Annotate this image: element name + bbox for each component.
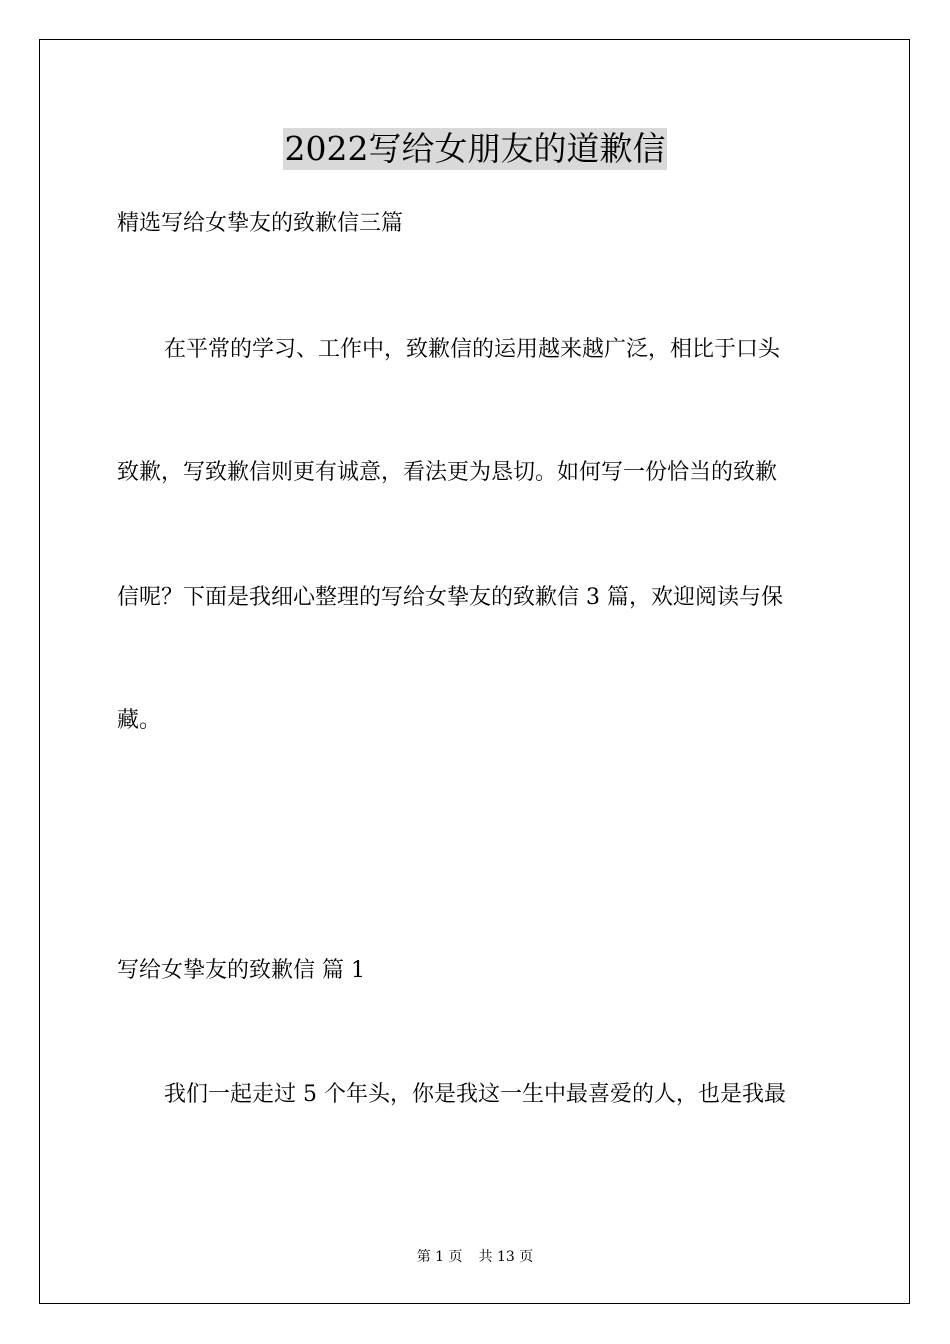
page-number-total: 共 13 页 — [478, 1249, 534, 1265]
page-footer — [0, 1248, 950, 1266]
document-subtitle: 精选写给女挚友的致歉信三篇 — [117, 211, 404, 236]
intro-line-1: 在平常的学习、工作中，致歉信的运用越来越广泛，相比于口头 — [164, 337, 781, 362]
section-heading: 写给女挚友的致歉信 篇 1 — [117, 958, 365, 983]
intro-line-2: 致歉，写致歉信则更有诚意，看法更为恳切。如何写一份恰当的致歉 — [117, 460, 778, 485]
title-container — [0, 128, 950, 170]
section-line-1: 我们一起走过 5 个年头，你是我这一生中最喜爱的人，也是我最 — [164, 1082, 786, 1107]
intro-line-4: 藏。 — [117, 708, 162, 733]
intro-line-3: 信呢？下面是我细心整理的写给女挚友的致歉信 3 篇，欢迎阅读与保 — [117, 585, 783, 610]
page-number-current: 第 1 页 — [416, 1249, 463, 1265]
document-title: 2022写给女朋友的道歉信 — [284, 129, 666, 168]
